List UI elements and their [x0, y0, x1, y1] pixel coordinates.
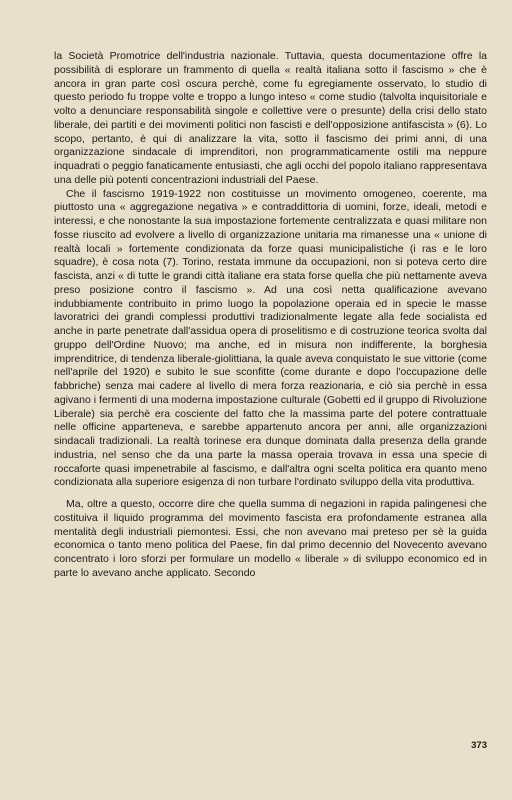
paragraph-fascism-turin: Che il fascismo 1919-1922 non costituisse un movimento omogeneo, coerente, ma piuttosto una « aggregazione negativa » e contraddittoria di uomini, forze, ideali, metodi e interessi, e che nonostante la sua impostazione fortemente centralizzata e quasi militare non fosse riuscito ad evolvere a livello di organizzazione unitaria ma rimanesse una « unione di realtà locali » fortemente condizionata da forze quasi municipalistiche (i ras e le loro squadre), è cosa nota (7). Torino, restata immune da occupazioni, non si poteva certo dire fascista, anzi « di tutte le grandi città italiane era stata forse quella che più nettamente aveva preso posizione contro il fascismo ». Ad una così netta qualificazione avevano indubbiamente contribuito in primo luogo la popolazione operaia ed in specie le masse lavoratrici dei grandi complessi produttivi tradizionalmente legate alla fede socialista ed anche in parte penetrate dall'assidua opera di proselitismo e di costruzione teorica svolta dal gruppo dell'Ordine Nuovo; ma anche, ed in misura non indifferente, la borghesia imprenditrice, di tendenza liberale-giolittiana, la quale aveva conquistato le sue vittorie (come nell'aprile del 1920) e subito le sue sconfitte (come durante e dopo l'occupazione delle fabbriche) senza mai cadere al livello di mera forza reazionaria, e ciò sia perchè in essa agivano i fermenti di una moderna impostazione culturale (Gobetti ed il gruppo di Rivoluzione Liberale) sia perchè era cosciente del fatto che la massima parte del potere contrattuale nelle officine apparteneva, e sarebbe appartenuto ancora per anni, alle organizzazioni sindacali tradizionali. La realtà torinese era dunque dominata dalla presenza della grande industria, nel senso che da una parte la massa operaia trovava in essa una specie di roccaforte quasi impenetrabile al fascismo, e dall'altra ogni scelta politica era quanto meno condizionata alla superiore esigenza di non turbare l'ordinato sviluppo della vita produttiva. [54, 187, 487, 489]
page-number: 373 [471, 740, 487, 751]
paragraph-industrialists: Ma, oltre a questo, occorre dire che quella summa di negazioni in rapida palingenesi che costituiva il liquido programma del movimento fascista era profondamente estranea alla mentalità degli industriali piemontesi. Essi, che non avevano mai preteso per sè la guida economica o tanto meno politica del Paese, fin dal primo decennio del Novecento avevano concentrato i loro sforzi per formulare un modello « liberale » di sviluppo economico ed in parte lo avevano anche applicato. Secondo [54, 498, 487, 579]
paragraph-continuation: la Società Promotrice dell'industria nazionale. Tuttavia, questa documentazione offre la possibilità di esplorare un frammento di quella « realtà italiana sotto il fascismo » che è ancora in gran parte così oscura perchè, come fu egregiamente osservato, lo studio di questo periodo fu troppe volte e troppo a lungo inteso « come studio (talvolta inquisitoriale e volto a denunciare responsabilità singole e collettive vere o presunte) della crisi dello stato liberale, dei partiti e dei movimenti politici non fascisti e dell'opposizione antifascista » (6). Lo scopo, pertanto, è qui di analizzare la vita, sotto il fascismo dei primi anni, di una organizzazione sindacale di imprenditori, non programmaticamente ostili ma neppure inquadrati o peggio fanaticamente entusiasti, che agli occhi del popolo italiano rappresentava una delle più potenti concentrazioni industriali del Paese. [54, 50, 487, 186]
